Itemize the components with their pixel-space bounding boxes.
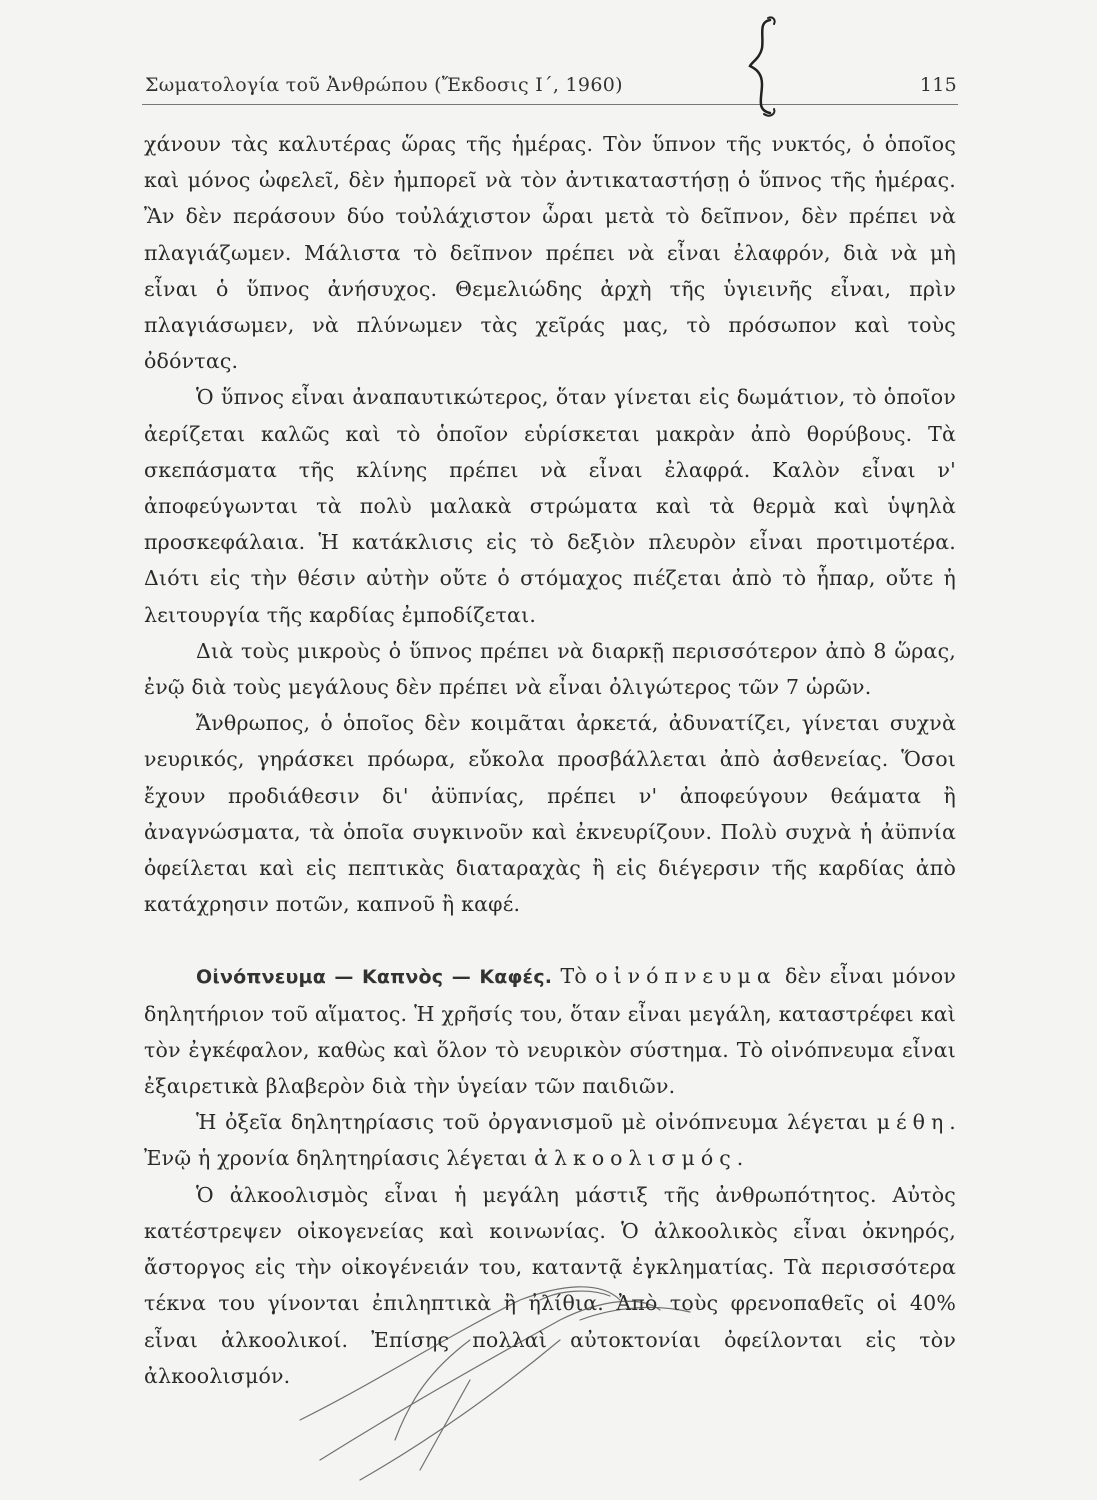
body-text: [144, 126, 956, 1394]
p5-lead: Τὸ: [560, 964, 587, 989]
p6-mid: . Ἐνῷ ἡ χρονία δηλητηρίασις λέγεται: [144, 1110, 956, 1171]
header-title: Σωματολογία τοῦ Ἀνθρώπου (Ἔκδοσις Ι΄, 1960): [145, 74, 623, 96]
running-header: [145, 74, 957, 104]
paragraph-3: Διὰ τοὺς μικροὺς ὁ ὕπνος πρέπει νὰ διαρκῇ περισσότερον ἀπὸ 8 ὥρας, ἐνῷ διὰ τοὺς μεγάλους δὲν πρέπει νὰ εἶναι ὀλιγώτερος τῶν 7 ὡρῶν.: [144, 638, 956, 700]
paragraph-2: Ὁ ὕπνος εἶναι ἀναπαυτικώτερος, ὅταν γίνεται εἰς δωμάτιον, τὸ ὁποῖον ἀερίζεται καλῶς καὶ τὸ ὁποῖον εὑρίσκεται μακρὰν ἀπὸ θορύβους. Τὰ σκεπάσματα τῆς κλίνης πρέπει νὰ εἶναι ἐλαφρά. Καλὸν εἶναι ν' ἀποφεύγωνται τὰ πολὺ μαλακὰ στρώματα καὶ τὰ θερμὰ καὶ ὑψηλὰ προσκεφάλαια. Ἡ κατάκλισις εἰς τὸ δεξιὸν πλευρὸν εἶναι προτιμοτέρα. Διότι εἰς τὴν θέσιν αὐτὴν οὔτε ὁ στόμαχος πιέζεται ἀπὸ τὸ ἧπαρ, οὔτε ἡ λειτουργία τῆς καρδίας ἐμποδίζεται.: [144, 385, 956, 627]
p5-rest: δὲν εἶναι μόνον δηλητήριον τοῦ αἵματος. Ἡ χρῆσίς του, ὅταν εἶναι μεγάλη, καταστρέφει καὶ τὸν ἐγκέφαλον, καθὼς καὶ ὅλον τὸ νευρικὸν σύστημα. Τὸ οἰνόπνευμα εἶναι ἐξαιρετικὰ βλαβερὸν διὰ τὴν ὑγείαν τῶν παιδιῶν.: [144, 964, 956, 1099]
paragraph-6: [144, 1104, 956, 1176]
handwritten-brace-mark: [740, 14, 788, 119]
p6-end: .: [736, 1146, 744, 1171]
paragraph-5: [144, 958, 956, 1104]
paragraph-4: Ἄνθρωπος, ὁ ὁποῖος δὲν κοιμᾶται ἀρκετά, ἀδυνατίζει, γίνεται συχνὰ νευρικός, γηράσκει πρόωρα, εὔκολα προσβάλλεται ἀπὸ ἀσθενείας. Ὅσοι ἔχουν προδιάθεσιν δι' ἀϋπνίας, πρέπει ν' ἀποφεύγουν θεάματα ἢ ἀναγνώσματα, τὰ ὁποῖα συγκινοῦν καὶ ἐκνευρίζουν. Πολὺ συχνὰ ἡ ἀϋπνία ὀφείλεται καὶ εἰς πεπτικὰς διαταραχὰς ἢ εἰς διέγερσιν τῆς καρδίας ἀπὸ κατάχρησιν ποτῶν, καπνοῦ ἢ καφέ.: [144, 711, 956, 917]
p5-spaced-term: οἰνόπνευμα: [595, 964, 777, 989]
header-rule: [142, 104, 958, 105]
paragraph-7: Ὁ ἀλκοολισμὸς εἶναι ἡ μεγάλη μάστιξ τῆς ἀνθρωπότητος. Αὐτὸς κατέστρεψεν οἰκογενείας καὶ κοινωνίας. Ὁ ἀλκοολικὸς εἶναι ὀκνηρός, ἄστοργος εἰς τὴν οἰκογένειάν του, καταντᾷ ἐγκληματίας. Τὰ περισσότερα τέκνα του γίνονται ἐπιληπτικὰ ἢ ἠλίθια. Ἀπὸ τοὺς φρενοπαθεῖς οἱ 40% εἶναι ἀλκοολικοί. Ἐπίσης πολλαὶ αὐτοκτονίαι ὀφείλονται εἰς τὸν ἀλκοολισμόν.: [144, 1182, 956, 1388]
section-title: Οἰνόπνευμα — Καπνὸς — Καφές.: [196, 966, 553, 989]
p6-spaced-term-2: ἀλκοολισμός: [534, 1146, 737, 1171]
paragraph-1: χάνουν τὰς καλυτέρας ὥρας τῆς ἡμέρας. Τὸν ὕπνον τῆς νυκτός, ὁ ὁποῖος καὶ μόνος ὠφελεῖ, δὲν ἠμπορεῖ νὰ τὸν ἀντικαταστήσῃ ὁ ὕπνος τῆς ἡμέρας. Ἂν δὲν περάσουν δύο τοὐλάχιστον ὧραι μετὰ τὸ δεῖπνον, δὲν πρέπει νὰ πλαγιάζωμεν. Μάλιστα τὸ δεῖπνον πρέπει νὰ εἶναι ἐλαφρόν, διὰ νὰ μὴ εἶναι ὁ ὕπνος ἀνήσυχος. Θεμελιώδης ἀρχὴ τῆς ὑγιεινῆς εἶναι, πρὶν πλαγιάσωμεν, νὰ πλύνωμεν τὰς χεῖράς μας, τὸ πρόσωπον καὶ τοὺς ὀδόντας.: [144, 132, 956, 374]
page-number: 115: [919, 74, 957, 96]
p6-spaced-term-1: μέθη: [876, 1110, 950, 1135]
p6-lead: Ἡ ὀξεῖα δηλητηρίασις τοῦ ὀργανισμοῦ μὲ οἰνόπνευμα λέγεται: [196, 1110, 869, 1135]
